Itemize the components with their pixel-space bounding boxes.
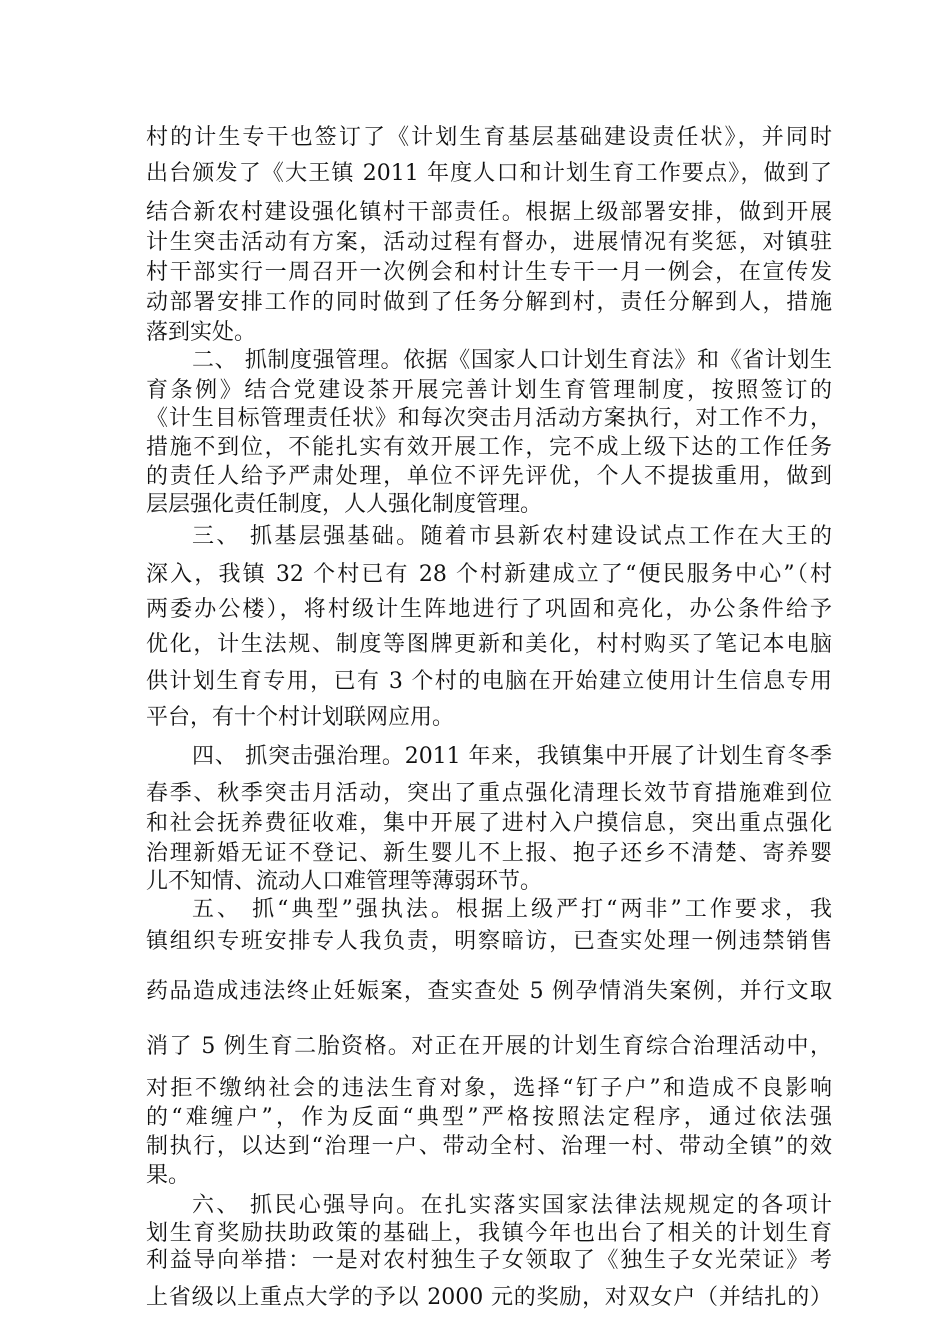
text-line: 上省级以上重点大学的予以 2000 元的奖励，对双女户（并结扎的） — [146, 1285, 832, 1310]
text-line: 措施不到位，不能扎实有效开展工作，完不成上级下达的工作任务 — [146, 435, 832, 460]
text-line: 落到实处。 — [146, 320, 257, 345]
text-line: 深入，我镇 32 个村已有 28 个村新建成立了“便民服务中心”（村 — [146, 562, 832, 587]
text-line: 两委办公楼），将村级计生阵地进行了巩固和亮化，办公条件给予 — [146, 597, 832, 622]
text-line: 的责任人给予严肃处理，单位不评先评优，个人不提拔重用，做到 — [146, 464, 832, 489]
text-line: 优化，计生法规、制度等图牌更新和美化，村村购买了笔记本电脑 — [146, 632, 832, 657]
text-line: 消了 5 例生育二胎资格。对正在开展的计划生育综合治理活动中， — [146, 1034, 832, 1059]
text-line: 育条例》结合党建设茶开展完善计划生育管理制度，按照签订的 — [146, 378, 832, 403]
text-line: 儿不知情、流动人口难管理等薄弱环节。 — [146, 869, 543, 894]
text-line: 动部署安排工作的同时做到了任务分解到村，责任分解到人，措施 — [146, 290, 832, 315]
paragraph-heading-5: 五、 抓“典型”强执法。根据上级严打“两非”工作要求，我 — [192, 897, 832, 922]
text-line: 层层强化责任制度，人人强化制度管理。 — [146, 492, 543, 517]
paragraph-heading-2: 二、 抓制度强管理。依据《国家人口计划生育法》和《省计划生 — [192, 348, 832, 373]
text-line: 出台颁发了《大王镇 2011 年度人口和计划生育工作要点》，做到了 — [146, 161, 832, 186]
text-line: 划生育奖励扶助政策的基础上，我镇今年也出台了相关的计划生育 — [146, 1221, 832, 1246]
text-line: 治理新婚无证不登记、新生婴儿不上报、抱子还乡不清楚、寄养婴 — [146, 841, 832, 866]
text-line: 村干部实行一周召开一次例会和村计生专干一月一例会，在宣传发 — [146, 260, 832, 285]
paragraph-heading-6: 六、 抓民心强导向。在扎实落实国家法律法规规定的各项计 — [192, 1193, 832, 1218]
text-line: 药品造成违法终止妊娠案，查实查处 5 例孕情消失案例，并行文取 — [146, 979, 832, 1004]
text-line: 村的计生专干也签订了《计划生育基层基础建设责任状》，并同时 — [146, 125, 832, 150]
text-line: 春季、秋季突击月活动，突出了重点强化清理长效节育措施难到位 — [146, 781, 832, 806]
text-line: 结合新农村建设强化镇村干部责任。根据上级部署安排，做到开展 — [146, 200, 832, 225]
text-line: 制执行，以达到“治理一户、带动全村、治理一村、带动全镇”的效 — [146, 1134, 832, 1159]
paragraph-heading-4: 四、 抓突击强治理。2011 年来，我镇集中开展了计划生育冬季 — [192, 744, 832, 769]
text-line: 对拒不缴纳社会的违法生育对象，选择“钉子户”和造成不良影响 — [146, 1076, 832, 1101]
paragraph-heading-3: 三、 抓基层强基础。随着市县新农村建设试点工作在大王的 — [192, 524, 832, 549]
text-line: 供计划生育专用，已有 3 个村的电脑在开始建立使用计生信息专用 — [146, 669, 832, 694]
text-line: 和社会抚养费征收难，集中开展了进村入户摸信息，突出重点强化 — [146, 811, 832, 836]
text-line: 果。 — [146, 1163, 191, 1188]
text-line: 《计生目标管理责任状》和每次突击月活动方案执行，对工作不力， — [146, 406, 832, 431]
text-line: 计生突击活动有方案，活动过程有督办，进展情况有奖惩，对镇驻 — [146, 230, 832, 255]
text-line: 镇组织专班安排专人我负责，明察暗访，已查实处理一例违禁销售 — [146, 929, 832, 954]
text-line: 利益导向举措：一是对农村独生子女领取了《独生子女光荣证》考 — [146, 1248, 832, 1273]
text-line: 平台，有十个村计划联网应用。 — [146, 705, 455, 730]
text-line: 的“难缠户”，作为反面“典型”严格按照法定程序，通过依法强 — [146, 1105, 832, 1130]
